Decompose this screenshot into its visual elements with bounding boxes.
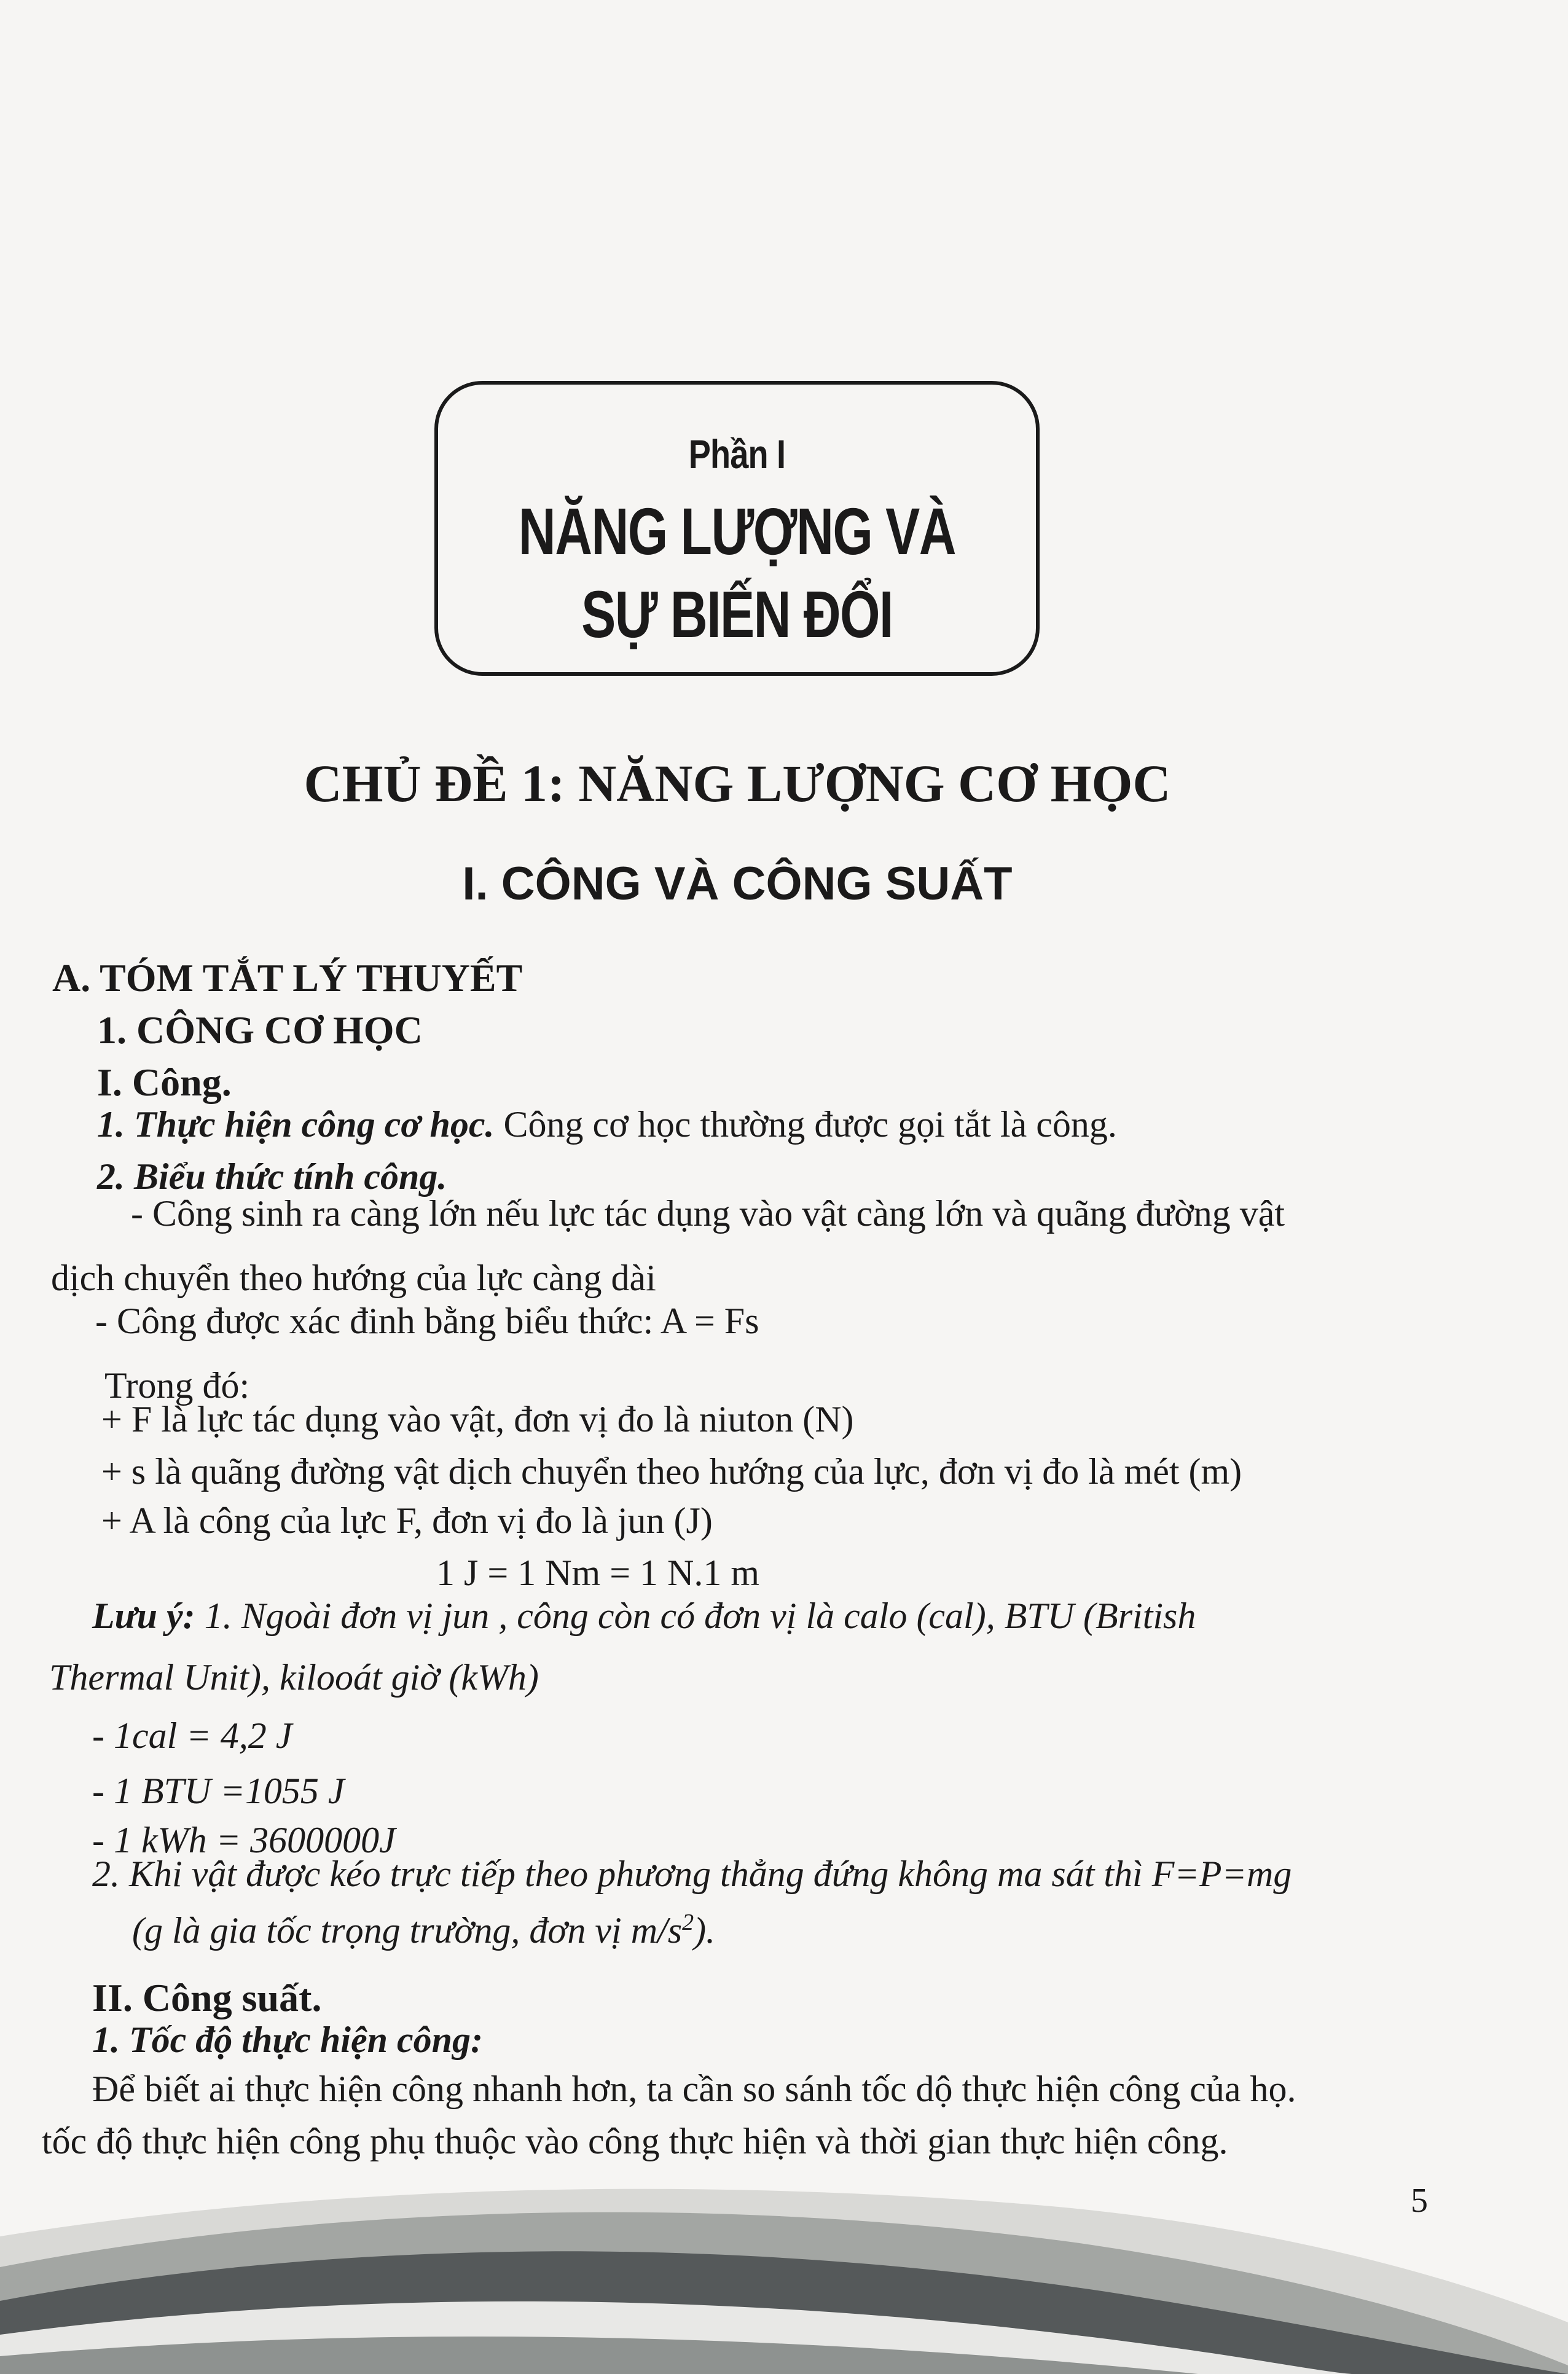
text-line: Để biết ai thực hiện công nhanh hơn, ta cần so sánh tốc dộ thực hiện công của họ. — [92, 2069, 1296, 2109]
text-line: + A là công của lực F, đơn vị đo là jun (J) — [101, 1500, 713, 1541]
text-line: tốc độ thực hiện công phụ thuộc vào công thực hiện và thời gian thực hiện công. — [42, 2121, 1228, 2161]
note-text: 1. Ngoài đơn vị jun , công còn có đơn vị là calo (cal), BTU (British — [195, 1596, 1196, 1636]
part-title-line-2: SỰ BIẾN ĐỔI — [581, 577, 893, 651]
text-line: - Công được xác đinh bằng biểu thức: A = Fs — [95, 1301, 759, 1341]
note-line: 2. Khi vật được kéo trực tiếp theo phương thẳng đứng không ma sát thì F=P=mg — [92, 1854, 1292, 1894]
text-line: + F là lực tác dụng vào vật, đơn vị đo là niuton (N) — [101, 1399, 854, 1440]
note-line: - 1 BTU =1055 J — [92, 1771, 345, 1811]
subheading-work-rate: 1. Tốc độ thực hiện công: — [92, 2019, 483, 2060]
part-title-line-1: NĂNG LƯỢNG VÀ — [518, 494, 956, 568]
heading-work: I. Công. — [97, 1060, 232, 1104]
heading-summary: A. TÓM TẮT LÝ THUYẾT — [52, 956, 523, 1000]
text-line: Trong đó: — [104, 1365, 250, 1406]
text-line: - Công sinh ra càng lớn nếu lực tác dụng vào vật càng lớn và quãng đường vật — [131, 1193, 1285, 1234]
text-line: + s là quãng đường vật dịch chuyển theo hướng của lực, đơn vị đo là mét (m) — [101, 1451, 1242, 1492]
note-text: (g là gia tốc trọng trường, đơn vị m/s — [132, 1910, 683, 1951]
paragraph-lead: 1. Thực hiện công cơ học. — [97, 1104, 495, 1145]
note-line: Thermal Unit), kilooát giờ (kWh) — [49, 1657, 539, 1698]
chapter-title: CHỦ ĐỀ 1: NĂNG LƯỢNG CƠ HỌC — [304, 754, 1171, 813]
part-label: Phần I — [688, 431, 786, 477]
text-line: dịch chuyển theo hướng của lực càng dài — [51, 1258, 656, 1298]
note-lead: Lưu ý: — [92, 1596, 195, 1636]
heading-mechanical-work: 1. CÔNG CƠ HỌC — [97, 1008, 423, 1052]
paragraph-text: Công cơ học thường được gọi tắt là công. — [494, 1104, 1117, 1145]
formula-line: 1 J = 1 Nm = 1 N.1 m — [436, 1553, 760, 1593]
note-line: - 1cal = 4,2 J — [92, 1715, 292, 1756]
note-line: - 1 kWh = 3600000J — [92, 1820, 396, 1860]
heading-power: II. Công suất. — [92, 1976, 322, 2019]
subheading-work-formula: 2. Biểu thức tính công. — [97, 1156, 447, 1197]
superscript: 2 — [682, 1910, 694, 1935]
section-title: I. CÔNG VÀ CÔNG SUẤT — [462, 858, 1013, 910]
note-text: ). — [694, 1910, 716, 1951]
page-number: 5 — [1411, 2182, 1428, 2220]
